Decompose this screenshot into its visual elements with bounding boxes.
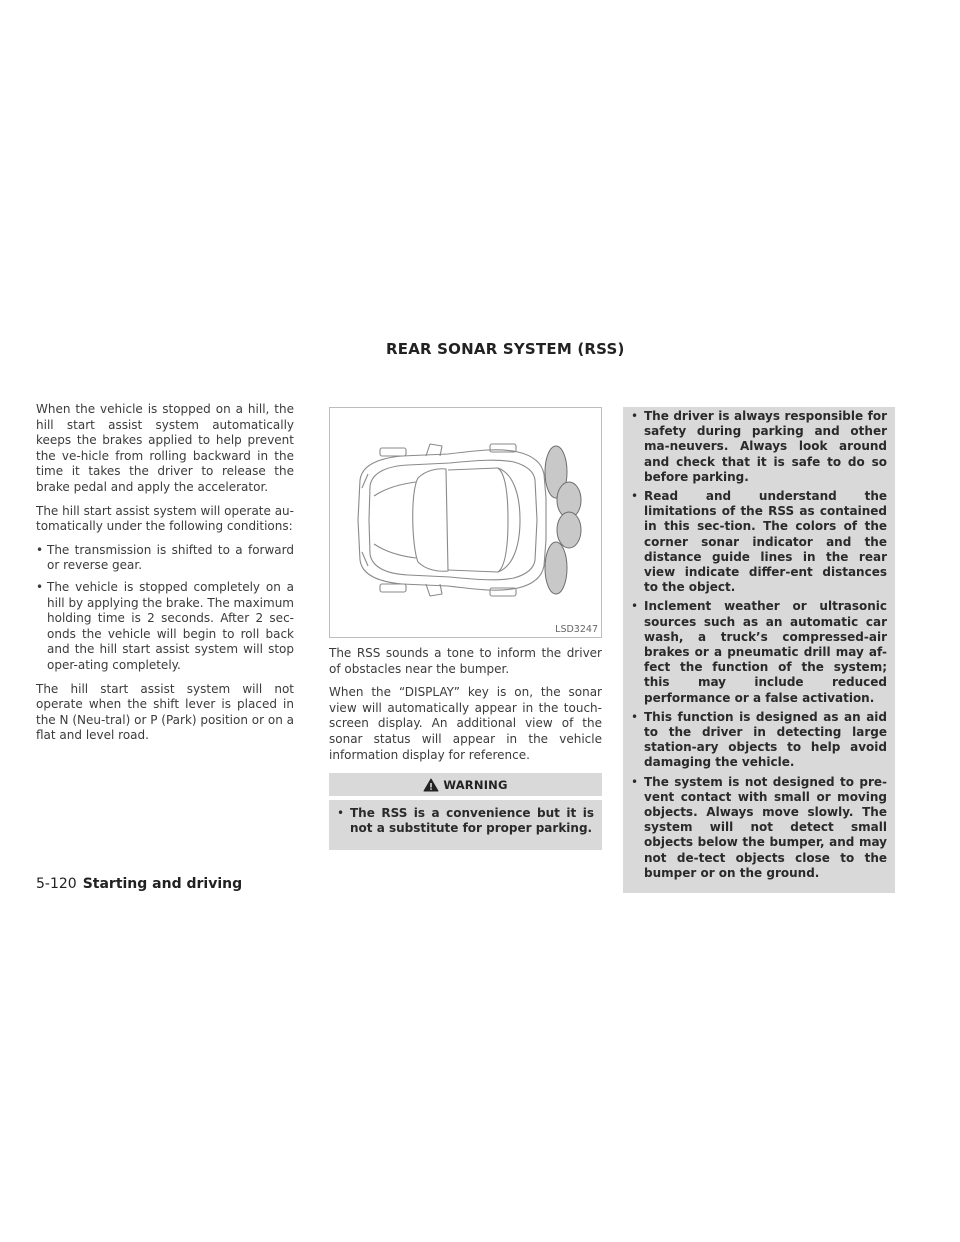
paragraph: The hill start assist system will operate au-tomatically under the following conditions:: [36, 503, 294, 534]
sensor-zone-center: [557, 512, 581, 548]
warning-box: [329, 800, 602, 849]
wheel: [380, 584, 406, 592]
bullet: •: [631, 599, 639, 614]
hood-line: [374, 544, 416, 558]
warning-item-text: This function is designed as an aid to the driver in detecting large station-ary objects to help avoid damaging the vehicle.: [644, 709, 887, 770]
bullet: •: [337, 806, 345, 821]
bullet: •: [631, 409, 639, 423]
car-sonar-figure: [329, 407, 602, 638]
page-footer: [36, 876, 242, 892]
headlight: [362, 474, 368, 488]
left-column: [36, 402, 294, 752]
warning-item-text: Inclement weather or ultrasonic sources such as an automatic car wash, a truck’s compressed-air brakes or a pneumatic drill may af-fect the function of the system; this may include reduced performance or a false activation.: [644, 599, 887, 705]
warning-item-text: The system is not designed to pre-vent contact with small or moving objects. Always move slowly. The system will not detect small objects below the bumper, and may not de-tect objects close to the bumper or on the ground.: [644, 774, 887, 880]
car-inner-outline: [369, 460, 537, 580]
warning-item: [631, 599, 887, 705]
warning-list: [631, 409, 887, 881]
roof-outline: [448, 468, 508, 572]
list-item: [36, 543, 294, 574]
bullet: •: [36, 579, 44, 594]
warning-item-text: The driver is always responsible for safety during parking and other ma-neuvers. Always look around and check that it is safe to do so before parking.: [644, 409, 887, 484]
paragraph: When the “DISPLAY” key is on, the sonar view will automatically appear in the touch-screen display. An additional view of the sonar status will appear in the vehicle information display for reference.: [329, 685, 602, 762]
warning-item-text: Read and understand the limitations of the RSS as contained in this sec-tion. The colors of the corner sonar indicator and the distance guide lines in the rear view indicate differ-ent distances to the object.: [644, 489, 887, 595]
bullet: •: [36, 542, 44, 557]
warning-item: [631, 710, 887, 771]
headlight: [362, 552, 368, 566]
page-number: 5-120: [36, 876, 77, 892]
rear-window: [498, 468, 520, 572]
warning-item: [337, 806, 594, 836]
middle-column: [329, 407, 602, 850]
warning-item-text: The RSS is a convenience but it is not a substitute for proper parking.: [350, 806, 594, 836]
warning-item: [631, 775, 887, 881]
condition-list: [36, 543, 294, 674]
warning-triangle-icon: [423, 778, 439, 792]
warning-list: [337, 806, 594, 836]
list-item: [36, 580, 294, 674]
chapter-title: Starting and driving: [82, 876, 243, 892]
windshield: [413, 469, 448, 571]
wheel: [380, 448, 406, 456]
figure-id: LSD3247: [555, 624, 598, 635]
warning-item: [631, 409, 887, 485]
bullet: •: [631, 489, 639, 504]
paragraph: The RSS sounds a tone to inform the driver of obstacles near the bumper.: [329, 646, 602, 676]
sensor-zone-corner: [545, 542, 567, 594]
section-title: REAR SONAR SYSTEM (RSS): [386, 340, 625, 358]
list-item-text: The transmission is shifted to a forward or reverse gear.: [47, 542, 294, 573]
car-top-view-illustration: [330, 408, 601, 637]
warning-item: [631, 489, 887, 595]
warning-header: [329, 773, 602, 796]
list-item-text: The vehicle is stopped completely on a hill by applying the brake. The maximum holding time is 2 seconds. After 2 sec-onds the vehicle will begin to roll back and the hill start assist system will stop oper-ating completely.: [47, 579, 294, 672]
bullet: •: [631, 709, 639, 724]
warning-label: WARNING: [443, 777, 508, 792]
right-column: [623, 407, 895, 893]
hood-line: [374, 482, 416, 496]
paragraph: The hill start assist system will not operate when the shift lever is placed in the N (Neu-tral) or P (Park) position or on a flat and level road.: [36, 681, 294, 743]
paragraph: When the vehicle is stopped on a hill, the hill start assist system automatically keeps the brakes applied to help prevent the ve-hicle from rolling backward in the time it takes the driver to release the brake pedal and apply the accelerator.: [36, 402, 294, 494]
car-body-outline: [358, 450, 546, 590]
bullet: •: [631, 774, 639, 789]
warning-box-continued: [623, 407, 895, 893]
